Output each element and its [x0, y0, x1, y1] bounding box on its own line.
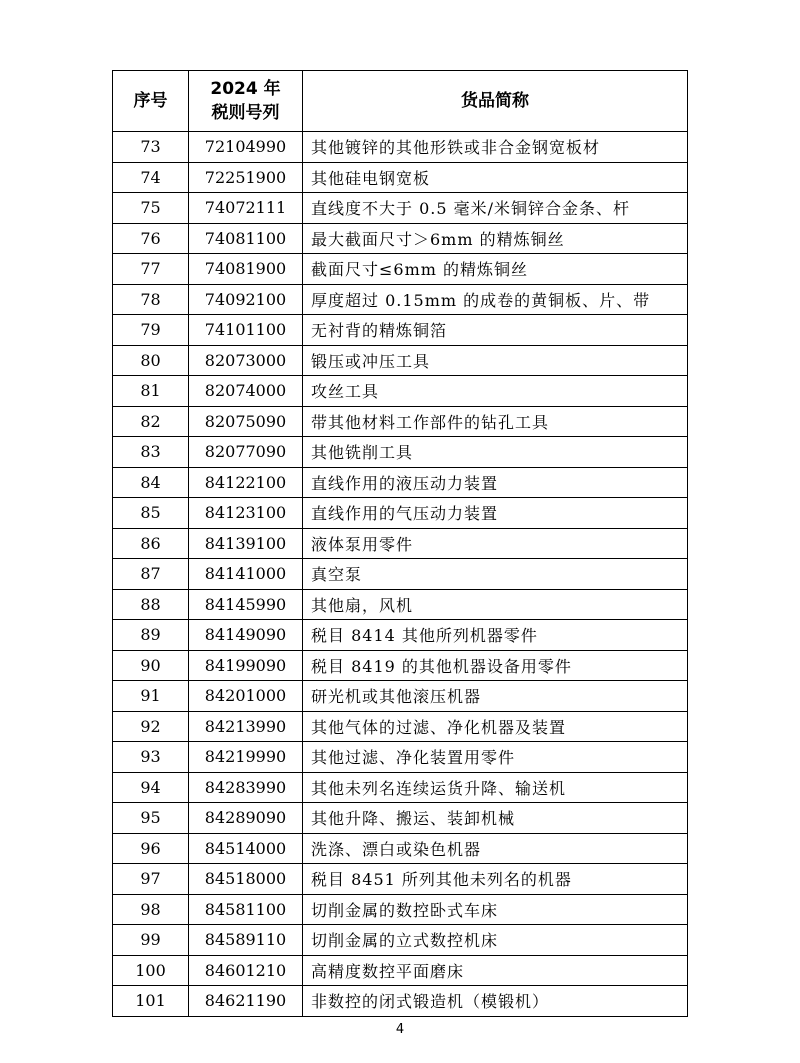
table-body	[113, 132, 688, 1017]
cell-serial-number: 80	[113, 345, 189, 376]
table-row	[113, 894, 688, 925]
cell-tariff-code: 84213990	[189, 711, 303, 742]
table-row	[113, 498, 688, 529]
table-row	[113, 406, 688, 437]
cell-tariff-code: 74081900	[189, 254, 303, 285]
cell-tariff-code: 84199090	[189, 650, 303, 681]
cell-goods-name: 其他硅电钢宽板	[303, 162, 688, 193]
table-row	[113, 528, 688, 559]
cell-serial-number: 77	[113, 254, 189, 285]
cell-tariff-code: 84145990	[189, 589, 303, 620]
cell-tariff-code: 84621190	[189, 986, 303, 1017]
table-row	[113, 681, 688, 712]
cell-goods-name: 洗涤、漂白或染色机器	[303, 833, 688, 864]
cell-serial-number: 89	[113, 620, 189, 651]
cell-goods-name: 其他铣削工具	[303, 437, 688, 468]
cell-goods-name: 其他过滤、净化装置用零件	[303, 742, 688, 773]
cell-serial-number: 96	[113, 833, 189, 864]
table-row	[113, 162, 688, 193]
cell-goods-name: 最大截面尺寸＞6mm 的精炼铜丝	[303, 223, 688, 254]
cell-serial-number: 73	[113, 132, 189, 163]
cell-tariff-code: 84514000	[189, 833, 303, 864]
cell-serial-number: 75	[113, 193, 189, 224]
cell-tariff-code: 84219990	[189, 742, 303, 773]
cell-goods-name: 切削金属的数控卧式车床	[303, 894, 688, 925]
cell-tariff-code: 72104990	[189, 132, 303, 163]
table-row	[113, 315, 688, 346]
table-row	[113, 345, 688, 376]
cell-tariff-code: 82073000	[189, 345, 303, 376]
table-row	[113, 559, 688, 590]
table-row	[113, 284, 688, 315]
header-serial-number: 序号	[113, 71, 189, 132]
cell-tariff-code: 82074000	[189, 376, 303, 407]
cell-tariff-code: 84123100	[189, 498, 303, 529]
table-row	[113, 925, 688, 956]
cell-tariff-code: 84201000	[189, 681, 303, 712]
cell-goods-name: 研光机或其他滚压机器	[303, 681, 688, 712]
cell-goods-name: 高精度数控平面磨床	[303, 955, 688, 986]
table-row	[113, 803, 688, 834]
cell-tariff-code: 84589110	[189, 925, 303, 956]
cell-goods-name: 其他升降、搬运、装卸机械	[303, 803, 688, 834]
cell-goods-name: 其他扇，风机	[303, 589, 688, 620]
cell-serial-number: 92	[113, 711, 189, 742]
cell-serial-number: 98	[113, 894, 189, 925]
tariff-table	[112, 70, 688, 1017]
table-row	[113, 772, 688, 803]
cell-goods-name: 直线度不大于 0.5 毫米/米铜锌合金条、杆	[303, 193, 688, 224]
cell-goods-name: 锻压或冲压工具	[303, 345, 688, 376]
table-row	[113, 986, 688, 1017]
table-row	[113, 833, 688, 864]
cell-goods-name: 其他气体的过滤、净化机器及装置	[303, 711, 688, 742]
header-tariff-code-label: 税则号列	[211, 103, 280, 123]
cell-goods-name: 厚度超过 0.15mm 的成卷的黄铜板、片、带	[303, 284, 688, 315]
cell-goods-name: 切削金属的立式数控机床	[303, 925, 688, 956]
cell-goods-name: 非数控的闭式锻造机（模锻机）	[303, 986, 688, 1017]
cell-serial-number: 101	[113, 986, 189, 1017]
cell-serial-number: 100	[113, 955, 189, 986]
cell-tariff-code: 84581100	[189, 894, 303, 925]
cell-tariff-code: 84149090	[189, 620, 303, 651]
cell-serial-number: 78	[113, 284, 189, 315]
cell-tariff-code: 84139100	[189, 528, 303, 559]
cell-serial-number: 82	[113, 406, 189, 437]
table-row	[113, 132, 688, 163]
table-row	[113, 376, 688, 407]
cell-serial-number: 86	[113, 528, 189, 559]
table-header	[113, 71, 688, 132]
cell-serial-number: 95	[113, 803, 189, 834]
table-row	[113, 254, 688, 285]
header-tariff-code-year: 2024 年	[210, 79, 281, 99]
cell-serial-number: 79	[113, 315, 189, 346]
cell-tariff-code: 72251900	[189, 162, 303, 193]
table-row	[113, 742, 688, 773]
cell-tariff-code: 84141000	[189, 559, 303, 590]
table-row	[113, 437, 688, 468]
table-row	[113, 589, 688, 620]
cell-tariff-code: 82075090	[189, 406, 303, 437]
cell-goods-name: 液体泵用零件	[303, 528, 688, 559]
cell-serial-number: 97	[113, 864, 189, 895]
cell-tariff-code: 74092100	[189, 284, 303, 315]
cell-serial-number: 91	[113, 681, 189, 712]
cell-goods-name: 税目 8419 的其他机器设备用零件	[303, 650, 688, 681]
cell-serial-number: 85	[113, 498, 189, 529]
cell-serial-number: 88	[113, 589, 189, 620]
cell-serial-number: 94	[113, 772, 189, 803]
cell-goods-name: 真空泵	[303, 559, 688, 590]
cell-serial-number: 87	[113, 559, 189, 590]
cell-goods-name: 无衬背的精炼铜箔	[303, 315, 688, 346]
table-row	[113, 711, 688, 742]
table-row	[113, 193, 688, 224]
header-goods-name: 货品简称	[303, 71, 688, 132]
cell-serial-number: 83	[113, 437, 189, 468]
table-row	[113, 955, 688, 986]
cell-goods-name: 其他未列名连续运货升降、输送机	[303, 772, 688, 803]
cell-tariff-code: 84518000	[189, 864, 303, 895]
cell-tariff-code: 84601210	[189, 955, 303, 986]
cell-serial-number: 76	[113, 223, 189, 254]
cell-serial-number: 74	[113, 162, 189, 193]
cell-goods-name: 税目 8451 所列其他未列名的机器	[303, 864, 688, 895]
cell-tariff-code: 74081100	[189, 223, 303, 254]
cell-goods-name: 其他镀锌的其他形铁或非合金钢宽板材	[303, 132, 688, 163]
cell-serial-number: 99	[113, 925, 189, 956]
cell-goods-name: 带其他材料工作部件的钻孔工具	[303, 406, 688, 437]
cell-serial-number: 84	[113, 467, 189, 498]
table-row	[113, 650, 688, 681]
table-row	[113, 620, 688, 651]
cell-serial-number: 93	[113, 742, 189, 773]
table-row	[113, 223, 688, 254]
page-number: 4	[395, 1022, 405, 1037]
cell-goods-name: 直线作用的液压动力装置	[303, 467, 688, 498]
cell-serial-number: 90	[113, 650, 189, 681]
table-row	[113, 467, 688, 498]
cell-tariff-code: 84283990	[189, 772, 303, 803]
cell-tariff-code: 84122100	[189, 467, 303, 498]
cell-goods-name: 直线作用的气压动力装置	[303, 498, 688, 529]
header-row	[113, 71, 688, 132]
cell-goods-name: 攻丝工具	[303, 376, 688, 407]
cell-tariff-code: 74101100	[189, 315, 303, 346]
cell-tariff-code: 84289090	[189, 803, 303, 834]
header-tariff-code	[189, 71, 303, 132]
cell-goods-name: 税目 8414 其他所列机器零件	[303, 620, 688, 651]
cell-tariff-code: 82077090	[189, 437, 303, 468]
table-row	[113, 864, 688, 895]
cell-goods-name: 截面尺寸≤6mm 的精炼铜丝	[303, 254, 688, 285]
cell-tariff-code: 74072111	[189, 193, 303, 224]
cell-serial-number: 81	[113, 376, 189, 407]
